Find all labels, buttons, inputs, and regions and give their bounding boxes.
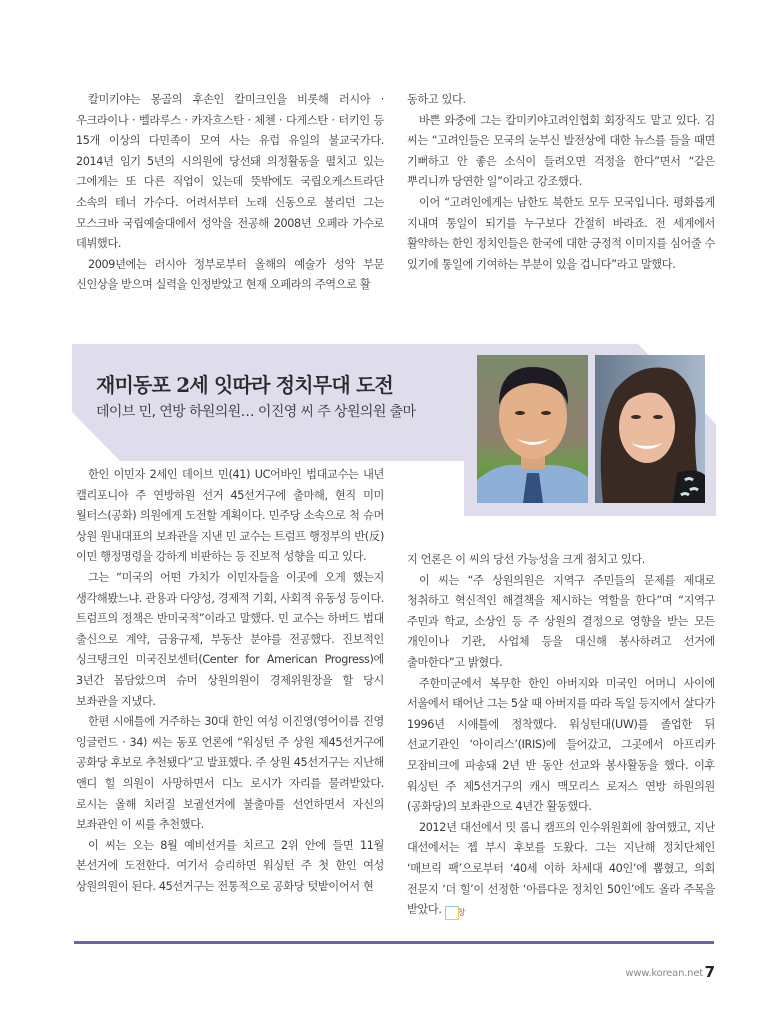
paragraph: 이 씨는 “주 상원의원은 지역구 주민들의 문제를 제대로 청취하고 혁신적인 해결책을 제시하는 역할을 한다”며 “지역구 주민과 학교, 소상인 등 주 상원의 결정으로 영향을 받는 모든 개인이나 기관, 사업체 등을 대신해 봉사하려고 선거에 출마한다”고 밝혔다. <box>407 573 715 669</box>
subheadline: 데이브 민, 연방 하원의원… 이진영 씨 주 상원의원 출마 <box>96 404 416 420</box>
footer-url: www.korean.net <box>625 968 703 979</box>
top-right-column <box>407 90 715 275</box>
paragraph-text: 2012년 대선에서 밋 롬니 캠프의 인수위원회에 참여했고, 지난 대선에서는 젭 부시 후보를 도왔다. 그는 지난해 정치단체인 ‘매브릭 팩’으로부터 ‘40세 이하 차세대 40인’에 뽑혔고, 의회 전문지 ‘더 힐’이 선정한 ‘아름다운 정치인 50인’에도 올라 주목을 받았다. <box>407 820 715 917</box>
paragraph: 주한미군에서 복무한 한인 아버지와 미국인 어머니 사이에 서울에서 태어난 그는 5살 때 아버지를 따라 독일 등지에서 살다가 1996년 시애틀에 정착했다. 워싱턴대(UW)를 졸업한 뒤 선교기관인 ‘아이리스’(IRIS)에 들어갔고, 그곳에서 아프리카 모잠비크에 파송돼 2년 반 동안 선교와 봉사활동을 했다. 이후 워싱턴 주 제5선거구의 캐시 맥모리스 로저스 연방 하원의원(공화당)의 보좌관으로 4년간 활동했다. <box>407 676 715 814</box>
photo-jinyoung-englund <box>595 355 705 503</box>
footer-rule <box>74 941 714 944</box>
paragraph: 바쁜 와중에 그는 칼미키야고려인협회 회장직도 맡고 있다. 김 씨는 “고려인들은 모국의 눈부신 발전상에 대한 뉴스를 들을 때면 기뻐하고 안 좋은 소식이 들려오면 걱정을 한다”면서 “같은 뿌리니까 당연한 일”이라고 강조했다. <box>407 113 715 189</box>
paragraph: 칼미키야는 몽골의 후손인 칼미크인을 비롯해 러시아 · 우크라이나 · 벨라루스 · 카자흐스탄 · 체첸 · 다게스탄 · 터키인 등 15개 이상의 다민족이 모여 사는 유럽 유일의 불교국가다. 2014년 임기 5년의 시의원에 당선돼 의정활동을 펼치고 있는 그에게는 또 다른 직업이 있는데 뜻밖에도 국립오케스트라단 소속의 테너 가수다. 어려서부터 노래 신동으로 불리던 그는 모스크바 국립예술대에서 성악을 전공해 2008년 오페라 가수로 데뷔했다. <box>76 93 384 251</box>
paragraph: 그는 “미국의 어떤 가치가 이민자들을 이곳에 오게 했는지 생각해봤느냐. 관용과 다양성, 경제적 기회, 사회적 유동성 등이다. 트럼프의 정책은 반미국적”이라고 말했다. 민 교수는 하버드 법대 출신으로 계약, 금융규제, 부동산 분야를 전공했다. 진보적인 싱크탱크인 미국진보센터(Center for American Progress)에 3년간 몸담았으며 슈머 상원의원이 경제위원장을 할 당시 보좌관을 지냈다. <box>76 570 384 708</box>
paragraph <box>407 818 715 921</box>
paragraph: 이 씨는 오는 8월 예비선거를 치르고 2위 안에 들면 11월 본선거에 도전한다. 여기서 승리하면 워싱턴 주 첫 한인 여성 상원의원이 된다. 45선거구는 전통적으로 공화당 텃밭이어서 현 <box>76 838 384 893</box>
paragraph: 지 언론은 이 씨의 당선 가능성을 크게 점치고 있다. <box>407 553 645 566</box>
bottom-left-column <box>76 465 384 897</box>
top-left-column <box>76 90 384 296</box>
end-mark-icon: 창 <box>445 906 459 920</box>
paragraph: 한편 시애틀에 거주하는 30대 한인 여성 이진영(영어이름 진영 잉글런드 · 34) 씨는 동포 언론에 “워싱턴 주 상원 제45선거구에 공화당 후보로 추천됐다”고 발표했다. 주 상원 45선거구는 지난해 앤디 힐 의원이 사망하면서 디노 로시가 자리를 물려받았다. 로시는 올해 치러질 보궐선거에 불출마를 선언하면서 자신의 보좌관인 이 씨를 추천했다. <box>76 715 384 832</box>
headline: 재미동포 2세 잇따라 정치무대 도전 <box>96 373 394 397</box>
paragraph: 동하고 있다. <box>407 93 466 106</box>
paragraph: 2009년에는 러시아 정부로부터 올해의 예술가 성악 부문 신인상을 받으며 실력을 인정받았고 현재 오페라의 주역으로 활 <box>76 257 384 292</box>
page-number: 7 <box>704 963 715 981</box>
bottom-right-column <box>407 550 715 921</box>
paragraph: 이어 “고려인에게는 남한도 북한도 모두 모국입니다. 평화롭게 지내며 통일이 되기를 누구보다 간절히 바라죠. 전 세계에서 활약하는 한인 정치인들은 한국에 대한 긍정적 이미지를 심어줄 수 있기에 통일에 기여하는 부분이 있을 겁니다”라고 말했다. <box>407 195 715 271</box>
photo-dave-min <box>477 355 588 503</box>
paragraph: 한인 이민자 2세인 데이브 민(41) UC어바인 법대교수는 내년 캘리포니아 주 연방하원 선거 45선거구에 출마해, 현직 미미 월터스(공화) 의원에게 도전할 계획이다. 민주당 소속으로 척 슈머 상원 원내대표의 보좌관을 지낸 민 교수는 트럼프 행정부의 반(反)이민 행정명령을 강하게 비판하는 등 진보적 성향을 띠고 있다. <box>76 468 384 564</box>
